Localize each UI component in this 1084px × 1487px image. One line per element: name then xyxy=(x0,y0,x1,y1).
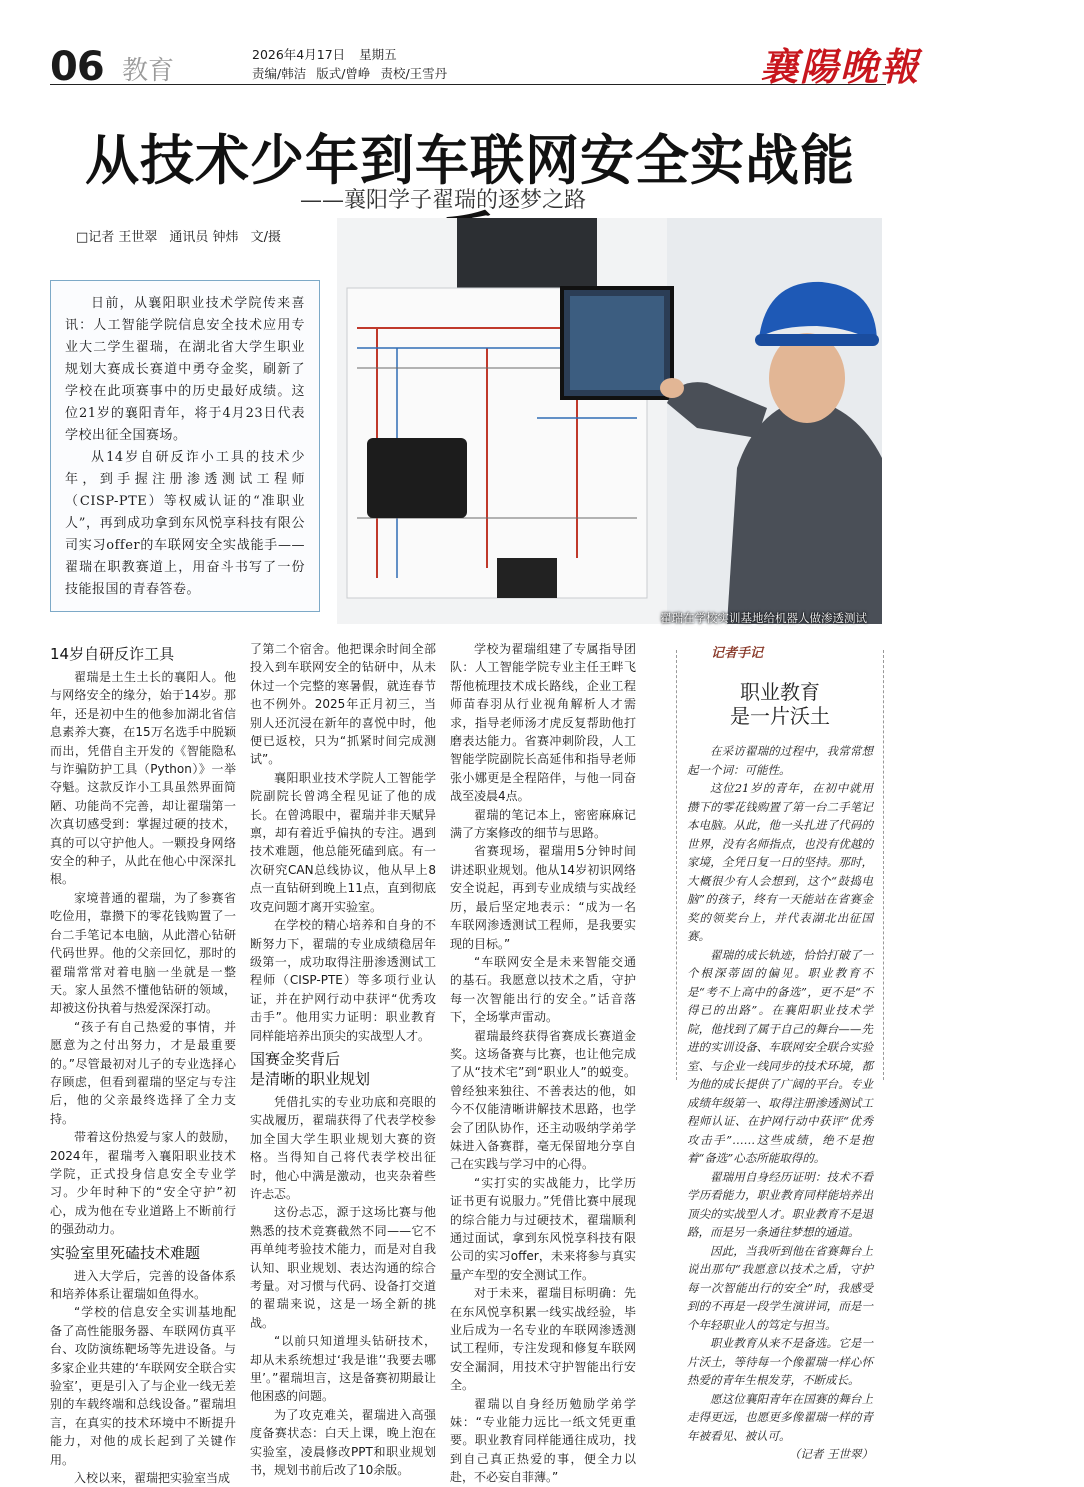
sidebar-paragraph: 翟瑞用自身经历证明：技术不看学历看能力，职业教育同样能培养出顶尖的实战型人才。职业教育不是退路，而是另一条通往梦想的通道。 xyxy=(687,1169,873,1239)
body-paragraph: 省赛现场，翟瑞用5分钟时间讲述职业规划。他从14岁初识网络安全说起，再到专业成绩与实战经历，最后坚定地表示：“成为一名车联网渗透测试工程师，是我要实现的目标。” xyxy=(450,844,636,951)
editor-credit: 责编/韩洁 xyxy=(252,66,307,81)
issue-weekday: 星期五 xyxy=(359,47,397,62)
sidebar-body xyxy=(687,742,873,1464)
reporter-notes-sidebar xyxy=(676,646,884,1461)
article-column-2 xyxy=(250,640,436,1479)
byline-reporter: □记者 王世翠 xyxy=(76,230,158,245)
issue-date-line xyxy=(252,45,411,63)
sidebar-paragraph: 因此，当我听到他在省赛舞台上说出那句“我愿意以技术之盾，守护每一次智能出行的安全”时，我感受到的不再是一段学生演讲词，而是一个年轻职业人的笃定与担当。 xyxy=(687,1243,873,1332)
body-paragraph: “实打实的实战能力，比学历证书更有说服力。”凭借比赛中展现的综合能力与过硬技术，翟瑞顺利通过面试，拿到东风悦享科技有限公司的实习offer，未来将参与真实量产车型的安全测试工作。 xyxy=(450,1175,636,1282)
byline-role: 文/摄 xyxy=(250,230,281,245)
body-paragraph: 翟瑞以自身经历勉励学弟学妹：“专业能力远比一纸文凭更重要。职业教育同样能通往成功，找到自己真正热爱的事，便全力以赴，不必妄自菲薄。” xyxy=(450,1396,636,1485)
sidebar-paragraph: 这位21岁的青年，在初中就用攒下的零花钱购置了第一台二手笔记本电脑。从此，他一头扎进了代码的世界，没有名师指点，也没有优越的家境，全凭日复一日的坚持。那时，大概很少有人会想到，这个“鼓捣电脑”的孩子，终有一天能站在省赛金奖的领奖台上，并代表湖北出征国赛。 xyxy=(687,781,873,943)
byline-correspondent: 通讯员 钟炜 xyxy=(169,230,239,245)
photo-illustration xyxy=(337,218,882,624)
article-photo xyxy=(337,218,882,624)
proofread-credit: 责校/王雪丹 xyxy=(380,66,448,81)
body-paragraph: 为了攻克难关，翟瑞进入高强度备赛状态：白天上课，晚上泡在实验室，凌晨修改PPT和职业规划书，规划书前后改了10余版。 xyxy=(250,1407,436,1478)
sidebar-signature: （记者 王世翠） xyxy=(788,1447,873,1461)
byline xyxy=(76,226,293,245)
lead-box xyxy=(50,280,320,612)
header-rule xyxy=(50,84,886,85)
body-paragraph: 凭借扎实的专业功底和亮眼的实战履历，翟瑞获得了代表学校参加全国大学生职业规划大赛的资格。当得知自己将代表学校出征时，他心中满是激动，也夹杂着些许忐忑。 xyxy=(250,1094,436,1201)
section-heading: 实验室里死磕技术难题 xyxy=(50,1243,201,1262)
body-paragraph: 翟瑞最终获得省赛成长赛道金奖。这场备赛与比赛，也让他完成了从“技术宅”到“职业人”的蜕变。曾经独来独往、不善表达的他，如今不仅能清晰讲解技术思路，也学会了团队协作，还主动吸纳学弟学妹进入备赛群，毫无保留地分享自己在实践与学习中的心得。 xyxy=(450,1028,636,1172)
body-paragraph: 对于未来，翟瑞目标明确：先在东风悦享积累一线实战经验，毕业后成为一名专业的车联网渗透测试工程师，专注发现和修复车联网安全漏洞，用技术守护智能出行安全。 xyxy=(450,1286,636,1393)
sidebar-title-line: 是一片沃土 xyxy=(730,704,830,728)
body-paragraph: 带着这份热爱与家人的鼓励，2024年，翟瑞考入襄阳职业技术学院，正式投身信息安全专业学习。少年时种下的“安全守护”初心，成为他在专业道路上不断前行的强劲动力。 xyxy=(50,1130,236,1237)
body-paragraph: 在学校的精心培养和自身的不断努力下，翟瑞的专业成绩稳居年级第一，成功取得注册渗透测试工程师（CISP-PTE）等多项行业认证，并在护网行动中获评“优秀攻击手”。他用实力证明：职业教育同样能培养出顶尖的实战型人才。 xyxy=(250,918,436,1043)
body-paragraph: 了第二个宿舍。他把课余时间全部投入到车联网安全的钻研中，从未休过一个完整的寒暑假，就连春节也不例外。2025年正月初三，当别人还沉浸在新年的喜悦中时，他便已返校，只为“抓紧时间完成测试”。 xyxy=(250,642,436,767)
lead-paragraph: 日前，从襄阳职业技术学院传来喜讯：人工智能学院信息安全技术应用专业大二学生翟瑞，在湖北省大学生职业规划大赛成长赛道中勇夺金奖，刷新了学校在此项赛事中的历史最好成绩。这位21岁的襄阳青年，将于4月23日代表学校出征全国赛场。 xyxy=(65,296,305,443)
page-number: 06 xyxy=(50,44,104,90)
article-column-1 xyxy=(50,640,236,1487)
body-paragraph: 入校以来，翟瑞把实验室当成 xyxy=(74,1471,231,1486)
article-headline: 从技术少年到车联网安全实战能 xyxy=(85,129,855,192)
section-heading: 国赛金奖背后 xyxy=(250,1049,341,1068)
body-paragraph: 襄阳职业技术学院人工智能学院副院长曾鸿全程见证了他的成长。在曾鸿眼中，翟瑞并非天赋异禀，却有着近乎偏执的专注。遇到技术难题，他总能死磕到底。有一次研究CAN总线协议，他从早上8点一直钻研到晚上11点，直到彻底攻克问题才离开实验室。 xyxy=(250,770,436,914)
body-paragraph: 这份忐忑，源于这场比赛与他熟悉的技术竞赛截然不同——它不再单纯考验技术能力，而是对自我认知、职业规划、表达沟通的综合考量。对习惯与代码、设备打交道的翟瑞来说，这是一场全新的挑战。 xyxy=(250,1205,436,1330)
body-paragraph: “孩子有自己热爱的事情，并愿意为之付出努力，才是最重要的。”尽管最初对儿子的专业选择心存顾虑，但看到翟瑞的坚定与专注后，他的父亲最终选择了全力支持。 xyxy=(50,1019,236,1126)
sidebar-paragraph: 愿这位襄阳青年在国赛的舞台上走得更远，也愿更多像翟瑞一样的青年被看见、被认可。 xyxy=(687,1391,873,1443)
section-heading: 是清晰的职业规划 xyxy=(250,1069,371,1088)
editor-credits xyxy=(252,64,457,82)
article-subheadline: ——襄阳学子翟瑞的逐梦之路 xyxy=(300,188,587,213)
photo-caption: 翟瑞在学校实训基地给机器人做渗透测试 xyxy=(660,611,867,625)
sidebar-title-line: 职业教育 xyxy=(740,680,820,704)
body-paragraph: 翟瑞是土生土长的襄阳人。他与网络安全的缘分，始于14岁。那年，还是初中生的他参加湖北省信息素养大赛，在15万名选手中脱颖而出，凭借自主开发的《智能隐私与诈骗防护工具（Python）》一举夺魁。这款反诈小工具虽然界面简陋、功能尚不完善，却让翟瑞第一次真切感受到：掌握过硬的技术，真的可以守护他人。一颗投身网络安全的种子，从此在他心中深深扎根。 xyxy=(50,670,236,887)
layout-credit: 版式/曾峥 xyxy=(316,66,371,81)
body-paragraph: 学校为翟瑞组建了专属指导团队：人工智能学院专业主任王畔飞帮他梳理技术成长路线，企业工程师苗春羽从行业视角解析人才需求，指导老师汤才虎反复帮助他打磨表达能力。省赛冲刺阶段，人工智能学院副院长高延伟和指导老师张小娜更是全程陪伴，与他一同奋战至凌晨4点。 xyxy=(450,642,636,804)
lead-paragraph: 从14岁自研反诈小工具的技术少年，到手握注册渗透测试工程师（CISP-PTE）等权威认证的“准职业人”，再到成功拿到东风悦享科技有限公司实习offer的车联网安全实战能手——翟瑞在职教赛道上，用奋斗书写了一份技能报国的青春答卷。 xyxy=(65,450,305,597)
body-paragraph: 家境普通的翟瑞，为了参赛省吃俭用，靠攒下的零花钱购置了一台二手笔记本电脑，从此潜心钻研代码世界。他的父亲回忆，那时的翟瑞常常对着电脑一坐就是一整天。家人虽然不懂他钻研的领域，却被这份执着与热爱深深打动。 xyxy=(50,890,236,1016)
sidebar-tag: 记者手记 xyxy=(707,642,767,661)
section-heading: 14岁自研反诈工具 xyxy=(50,645,175,663)
article-column-3 xyxy=(450,640,636,1487)
sidebar-title xyxy=(677,680,883,728)
sidebar-paragraph: 职业教育从来不是备选。它是一片沃土，等待每一个像翟瑞一样心怀热爱的青年生根发芽，不断成长。 xyxy=(687,1336,873,1387)
issue-date: 2026年4月17日 xyxy=(252,47,346,62)
body-paragraph: 进入大学后，完善的设备体系和培养体系让翟瑞如鱼得水。 xyxy=(50,1268,236,1301)
sidebar-paragraph: 翟瑞的成长轨迹，恰恰打破了一个根深蒂固的偏见。职业教育不是“考不上高中的备选”，更不是“不得已的出路”。在襄阳职业技术学院，他找到了属于自己的舞台——先进的实训设备、车联网安全联合实验室、与企业一线同步的技术环境，都为他的成长提供了广阔的平台。专业成绩年级第一、取得注册渗透测试工程师认证、在护网行动中获评“优秀攻击手”……这些成绩，绝不是抱着“备选”心态所能取得的。 xyxy=(687,947,873,1165)
body-paragraph: “车联网安全是未来智能交通的基石。我愿意以技术之盾，守护每一次智能出行的安全。”话音落下，全场掌声雷动。 xyxy=(450,954,636,1025)
body-paragraph: “以前只知道埋头钻研技术，却从未系统想过‘我是谁’‘我要去哪里’。”翟瑞坦言，这是备赛初期最让他困惑的问题。 xyxy=(250,1334,436,1404)
body-paragraph: “学校的信息安全实训基地配备了高性能服务器、车联网仿真平台、攻防演练靶场等先进设备。与多家企业共建的‘车联网安全联合实验室’，更是引入了与企业一线无差别的车载终端和总线设备。”翟瑞坦言，在真实的技术环境中不断提升能力，对他的成长起到了关键作用。 xyxy=(50,1305,236,1467)
newspaper-masthead-logo: 襄陽晚報 xyxy=(760,44,921,89)
sidebar-paragraph: 在采访翟瑞的过程中，我常常想起一个词：可能性。 xyxy=(687,744,873,777)
section-name: 教育 xyxy=(122,56,175,86)
body-paragraph: 翟瑞的笔记本上，密密麻麻记满了方案修改的细节与思路。 xyxy=(450,807,636,841)
